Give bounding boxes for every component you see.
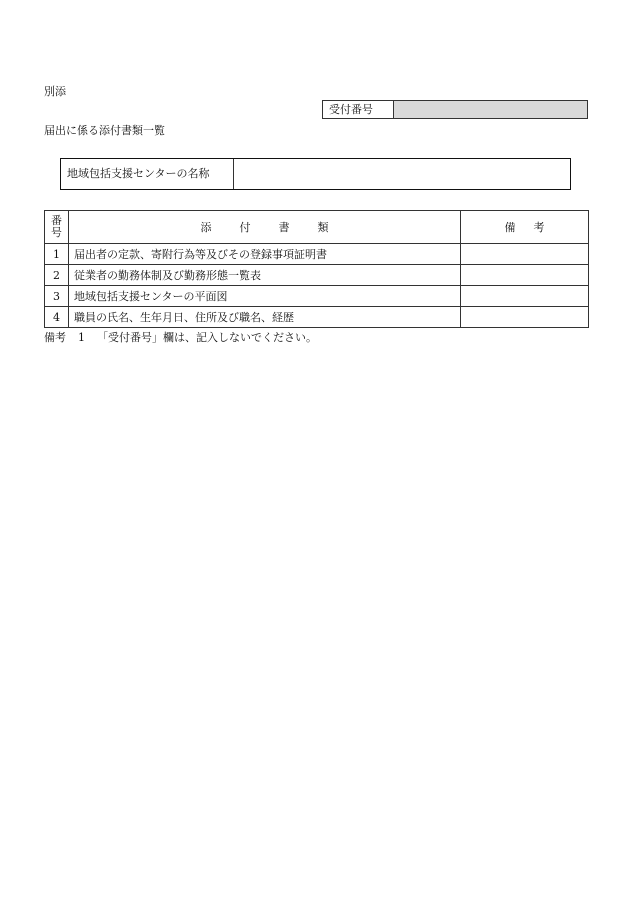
table-header-row xyxy=(45,211,589,244)
row-document: 地域包括支援センターの平面図 xyxy=(69,286,461,307)
note-text: 「受付番号」欄は、記入しないでください。 xyxy=(97,331,317,344)
receipt-number-box xyxy=(322,100,588,119)
header-remarks-char: 考 xyxy=(533,221,545,234)
center-name-box xyxy=(60,158,571,190)
header-doc-char: 付 xyxy=(239,221,251,234)
row-number: 1 xyxy=(45,244,69,265)
header-number-top: 番 xyxy=(51,214,62,227)
header-remarks xyxy=(461,211,589,244)
note-label: 備考 xyxy=(44,331,66,344)
receipt-number-field xyxy=(394,101,587,118)
center-name-field[interactable] xyxy=(234,159,570,189)
row-remarks[interactable] xyxy=(461,307,589,328)
row-document: 届出者の定款、寄附行為等及びその登録事項証明書 xyxy=(69,244,461,265)
table-row xyxy=(45,286,589,307)
header-doc-char: 類 xyxy=(317,221,329,234)
row-document: 従業者の勤務体制及び勤務形態一覧表 xyxy=(69,265,461,286)
note-number: 1 xyxy=(78,331,85,344)
receipt-number-label: 受付番号 xyxy=(323,101,394,118)
table-row xyxy=(45,307,589,328)
annex-label: 別添 xyxy=(44,85,66,98)
header-number xyxy=(45,211,69,244)
header-doc-char: 書 xyxy=(278,221,290,234)
center-name-label: 地域包括支援センターの名称 xyxy=(61,159,234,189)
table-row xyxy=(45,244,589,265)
header-number-bottom: 号 xyxy=(51,226,62,239)
row-number: 2 xyxy=(45,265,69,286)
header-doc-char: 添 xyxy=(200,221,212,234)
form-title: 届出に係る添付書類一覧 xyxy=(44,124,165,137)
row-remarks[interactable] xyxy=(461,286,589,307)
table-row xyxy=(45,265,589,286)
attachments-table xyxy=(44,210,589,328)
note xyxy=(44,331,317,345)
row-remarks[interactable] xyxy=(461,265,589,286)
row-number: 3 xyxy=(45,286,69,307)
row-document: 職員の氏名、生年月日、住所及び職名、経歴 xyxy=(69,307,461,328)
header-remarks-char: 備 xyxy=(504,221,516,234)
row-number: 4 xyxy=(45,307,69,328)
header-documents xyxy=(69,211,461,244)
row-remarks[interactable] xyxy=(461,244,589,265)
